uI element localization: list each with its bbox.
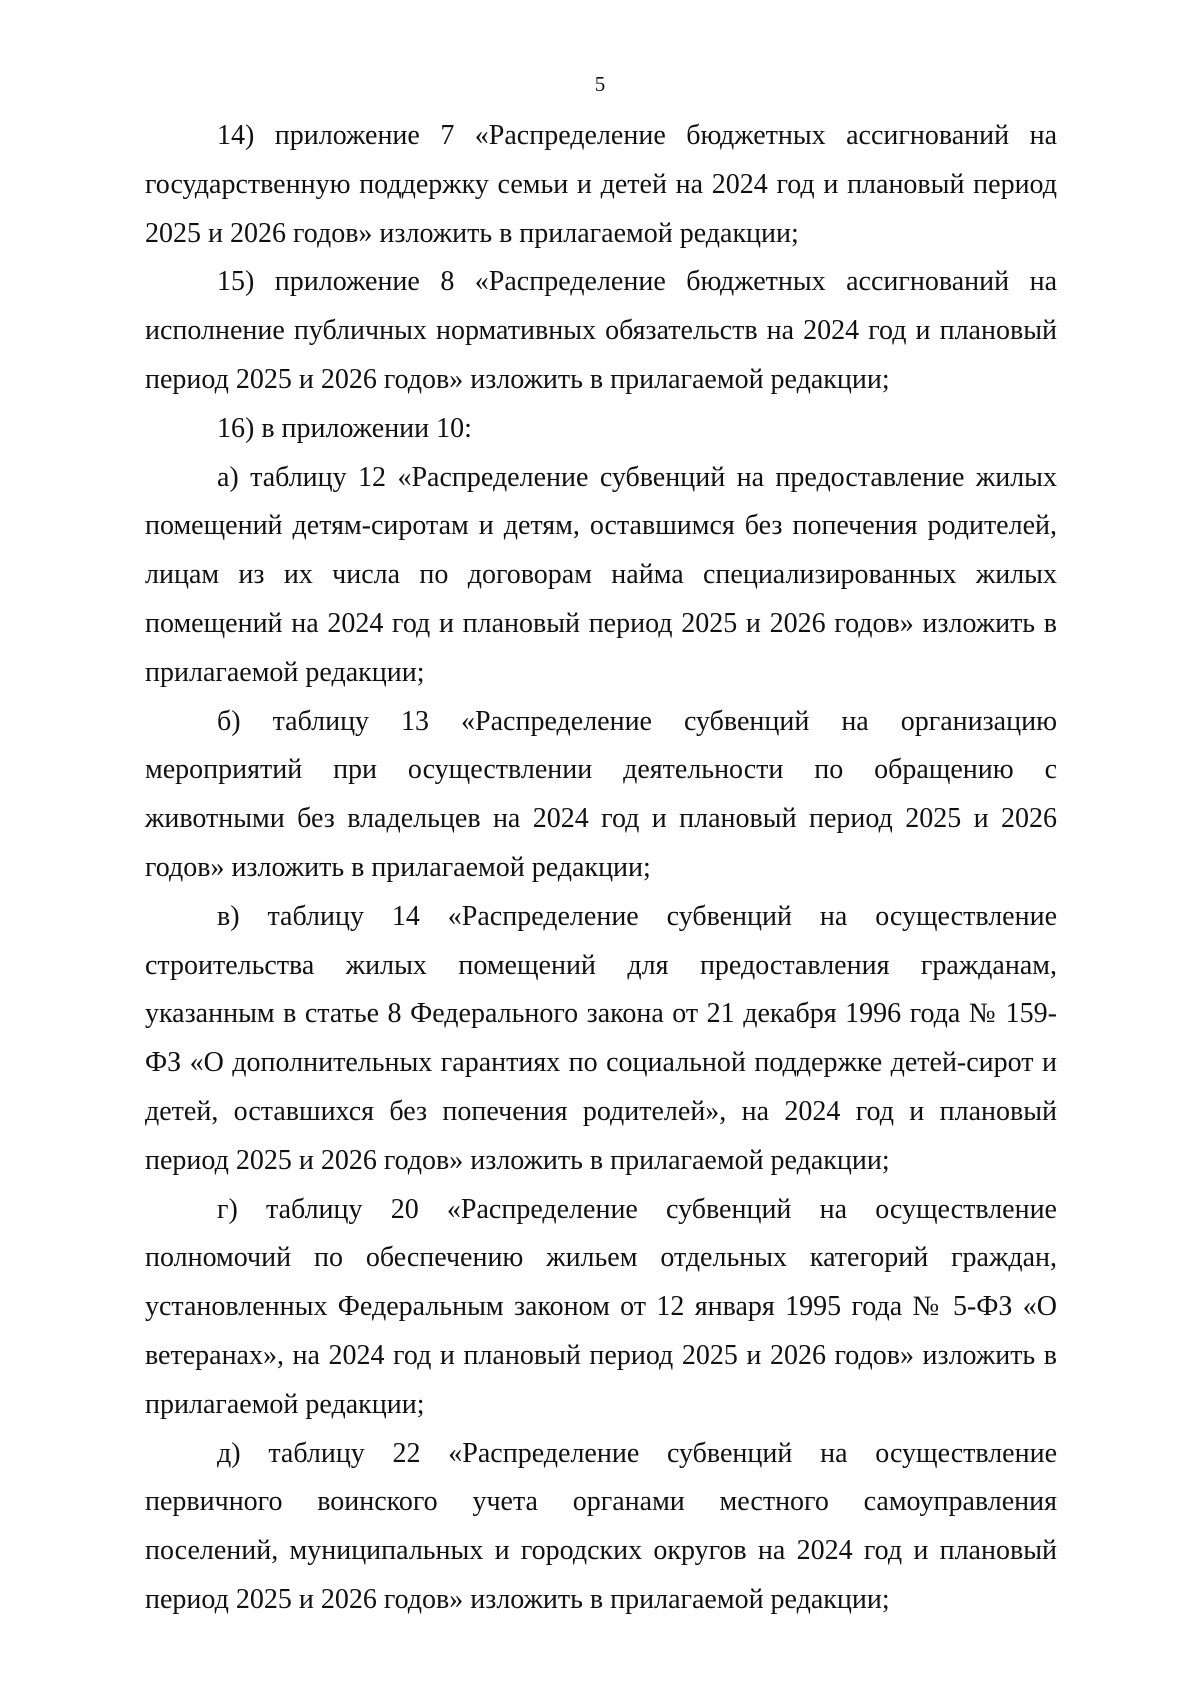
paragraph-14-appendix-7: 14) приложение 7 «Распределение бюджетных ассигнований на государственную поддержку семьи и детей на 2024 год и плановый период 2025 и 2026 годов» изложить в прилагаемой редакции; — [145, 120, 1057, 249]
paragraph-15-appendix-8: 15) приложение 8 «Распределение бюджетных ассигнований на исполнение публичных нормативных обязательств на 2024 год и плановый период 2025 и 2026 годов» изложить в прилагаемой редакции; — [145, 266, 1057, 395]
page-number: 5 — [594, 72, 606, 96]
subitem-b-table-13: б) таблицу 13 «Распределение субвенций на организацию мероприятий при осуществлении деятельности по обращению с животными без владельцев на 2024 год и плановый период 2025 и 2026 годов» изложить в прилагаемой редакции; — [145, 705, 1057, 883]
subitem-g-table-20: г) таблицу 20 «Распределение субвенций на осуществление полномочий по обеспечению жильем отдельных категорий граждан, установленных Федеральным законом от 12 января 1995 года № 5-ФЗ «О ветеранах», на 2024 год и плановый период 2025 и 2026 годов» изложить в прилагаемой редакции; — [145, 1193, 1057, 1420]
subitem-d-table-22: д) таблицу 22 «Распределение субвенций на осуществление первичного воинского учета органами местного самоуправления поселений, муниципальных и городских округов на 2024 год и плановый период 2025 и 2026 годов» изложить в прилагаемой редакции; — [145, 1437, 1057, 1615]
subitem-a-table-12: а) таблицу 12 «Распределение субвенций на предоставление жилых помещений детям-сиротам и детям, оставшимся без попечения родителей, лицам из их числа по договорам найма специализированных жилых помещений на 2024 год и плановый период 2025 и 2026 годов» изложить в прилагаемой редакции; — [145, 461, 1057, 688]
subitem-v-table-14: в) таблицу 14 «Распределение субвенций на осуществление строительства жилых помещений для предоставления гражданам, указанным в статье 8 Федерального закона от 21 декабря 1996 года № 159-ФЗ «О дополнительных гарантиях по социальной поддержке детей-сирот и детей, оставшихся без попечения родителей», на 2024 год и плановый период 2025 и 2026 годов» изложить в прилагаемой редакции; — [145, 900, 1057, 1176]
document-body — [145, 112, 1057, 1625]
paragraph-16-appendix-10: 16) в приложении 10: — [217, 412, 472, 444]
